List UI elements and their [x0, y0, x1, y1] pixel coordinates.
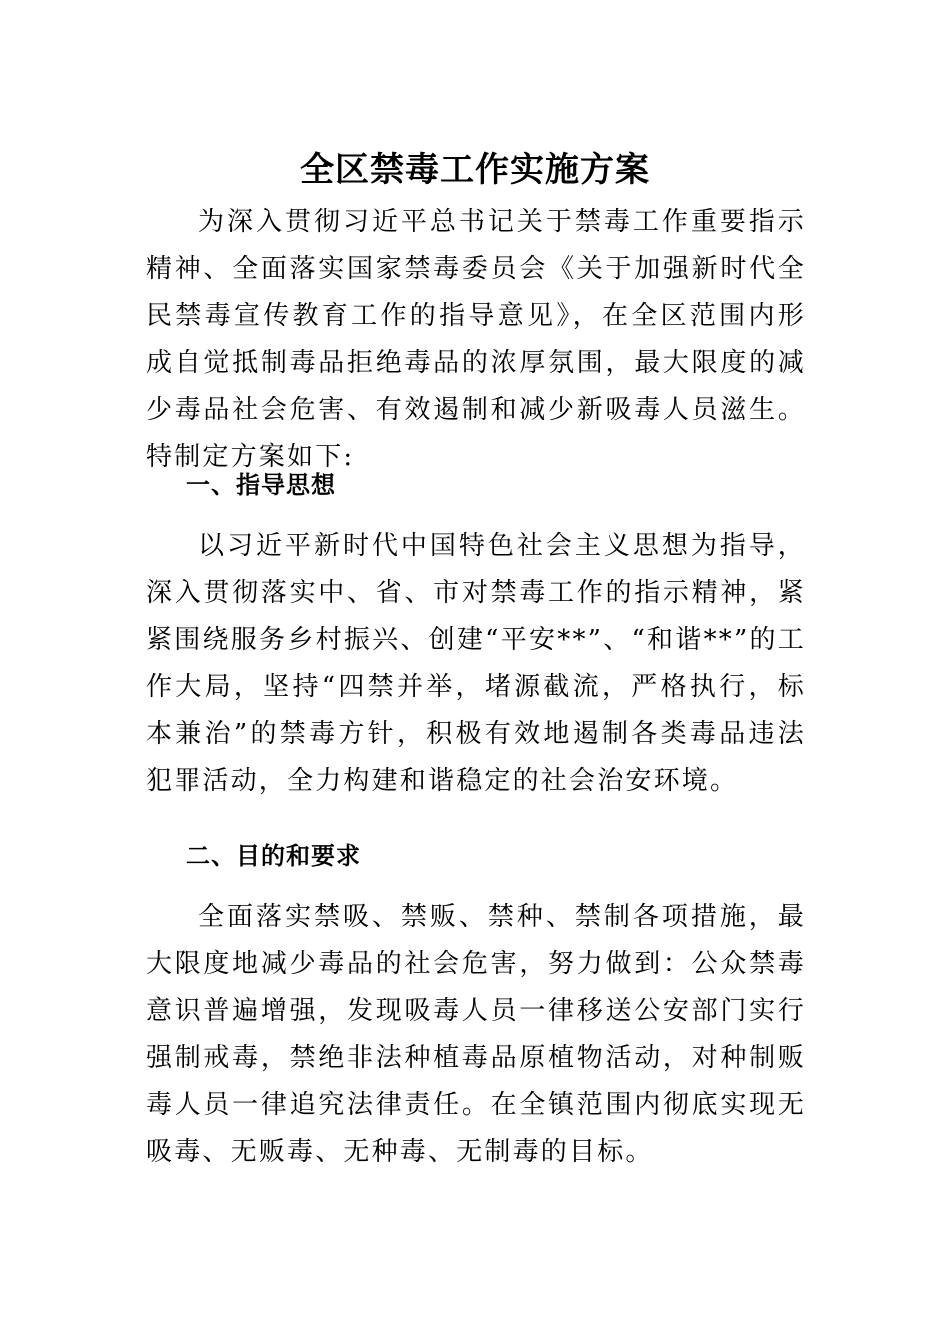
section-heading-guiding-ideology: 一、指导思想: [186, 471, 336, 499]
section-heading-goals-requirements: 二、目的和要求: [186, 842, 361, 870]
section-body-guiding-ideology: 以习近平新时代中国特色社会主义思想为指导，深入贯彻落实中、省、市对禁毒工作的指示精神，紧紧围绕服务乡村振兴、创建“平安**”、“和谐**”的工作大局，坚持“四禁并举，堵源截流，严格执行，标本兼治”的禁毒方针，积极有效地遏制各类毒品违法犯罪活动，全力构建和谐稳定的社会治安环境。: [146, 531, 806, 796]
section-body-goals-requirements: 全面落实禁吸、禁贩、禁种、禁制各项措施，最大限度地减少毒品的社会危害，努力做到：公众禁毒意识普遍增强，发现吸毒人员一律移送公安部门实行强制戒毒，禁绝非法种植毒品原植物活动，对种制贩毒人员一律追究法律责任。在全镇范围内彻底实现无吸毒、无贩毒、无种毒、无制毒的目标。: [146, 902, 806, 1167]
intro-paragraph: 为深入贯彻习近平总书记关于禁毒工作重要指示精神、全面落实国家禁毒委员会《关于加强新时代全民禁毒宣传教育工作的指导意见》，在全区范围内形成自觉抵制毒品拒绝毒品的浓厚氛围，最大限度的减少毒品社会危害、有效遏制和减少新吸毒人员滋生。特制定方案如下:: [146, 207, 806, 472]
document-title: 全区禁毒工作实施方案: [300, 149, 650, 190]
